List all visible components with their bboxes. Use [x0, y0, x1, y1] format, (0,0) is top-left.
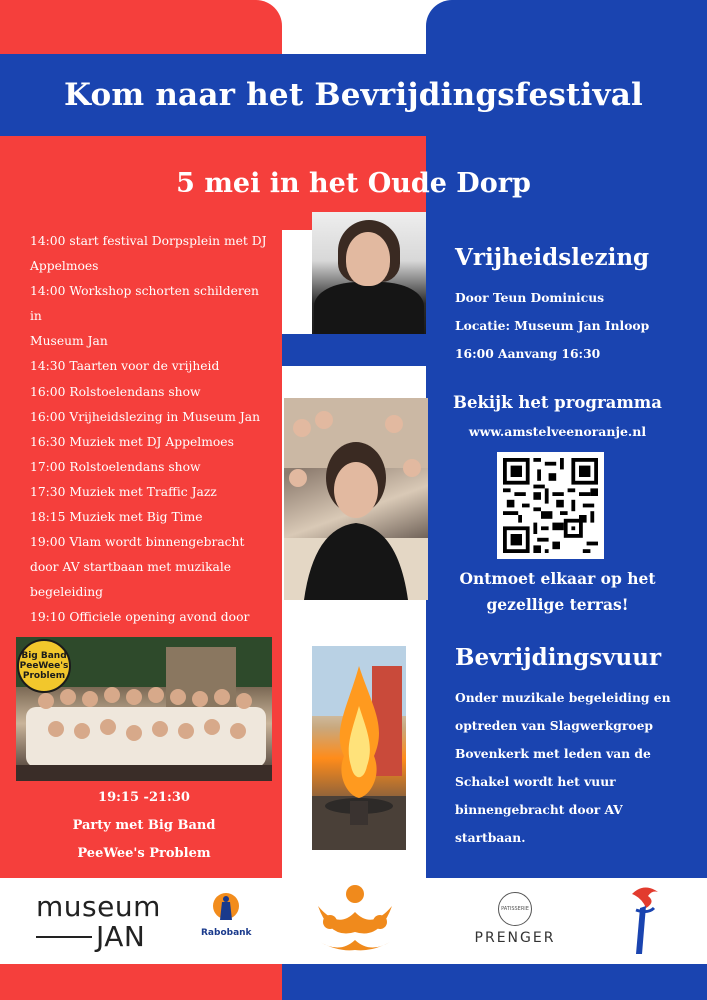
rabobank-emblem-icon: [211, 890, 241, 924]
fire-bowl-scene: [312, 646, 406, 850]
band-logo-text: Big Band PeeWee's Problem: [19, 651, 69, 681]
party-line-2: PeeWee's Problem: [77, 846, 211, 861]
schedule-line: 16:30 Muziek met DJ Appelmoes: [30, 434, 234, 449]
schedule-line: 17:30 Muziek met Traffic Jazz: [30, 484, 217, 499]
title-banner: [0, 54, 707, 136]
event-date-heading: 5 mei in het Oude Dorp: [176, 168, 531, 199]
fire-line: Onder muzikale begeleiding en: [455, 690, 671, 705]
orange-people-icon: [310, 882, 400, 954]
schedule-line: 14:30 Taarten voor de vrijheid: [30, 359, 220, 374]
schedule-line: 19:10 Officiele opening avond door: [30, 610, 250, 625]
lecture-time: 16:00 Aanvang 16:30: [455, 346, 601, 361]
schedule-line: 18:15 Muziek met Big Time: [30, 510, 203, 525]
bottom-blue-strip: [282, 964, 426, 1000]
schedule-line: Museum Jan: [30, 334, 108, 349]
lecture-location: Locatie: Museum Jan Inloop: [455, 318, 650, 333]
schedule-line: 16:00 Vrijheidslezing in Museum Jan: [30, 409, 261, 424]
party-time: 19:15 -21:30: [98, 790, 190, 805]
program-url[interactable]: www.amstelveenoranje.nl: [468, 424, 647, 439]
prenger-seal-text: PATISSERIE: [501, 906, 529, 912]
fire-line: binnengebracht door AV: [455, 802, 623, 817]
schedule-line: 14:00 start festival Dorpsplein met DJ: [30, 234, 267, 248]
speaker-portrait: [312, 212, 426, 334]
prenger-logo: [460, 892, 570, 946]
party-line-1: Party met Big Band: [72, 818, 216, 833]
center-blue-band: [282, 334, 426, 366]
fire-line: startbaan.: [455, 830, 526, 845]
workshop-scene: [284, 398, 428, 600]
schedule-line: door AV startbaan met muzikale: [30, 560, 232, 575]
workshop-collage: [284, 398, 428, 600]
torch-logo: [618, 884, 668, 958]
bottom-red-strip: [0, 964, 282, 1000]
museum-jan-logo-line1: museum: [36, 890, 161, 923]
schedule-line: 14:00 Workshop schorten schilderen in: [30, 284, 259, 324]
lecture-heading: Vrijheidslezing: [455, 244, 650, 271]
schedule-line: 16:00 Rolstoelendans show: [30, 384, 201, 399]
fire-heading: Bevrijdingsvuur: [455, 644, 662, 671]
terrace-line-2: gezellige terras!: [486, 595, 629, 614]
museum-jan-logo-line2: JAN: [96, 920, 146, 953]
schedule-list: [30, 229, 270, 656]
band-logo: [17, 639, 71, 693]
qr-code[interactable]: [497, 452, 604, 559]
rabobank-wordmark: Rabobank: [201, 928, 252, 938]
community-logo: [310, 882, 400, 954]
page-title: Kom naar het Bevrijdingsfestival: [63, 77, 643, 113]
museum-jan-logo: [36, 890, 166, 953]
schedule-line: begeleiding: [30, 585, 104, 600]
fire-line: Bovenkerk met leden van de: [455, 746, 651, 761]
rabobank-logo: [201, 890, 251, 938]
program-heading: Bekijk het programma: [453, 393, 662, 412]
liberation-torch-icon: [618, 884, 668, 958]
schedule-line: 17:00 Rolstoelendans show: [30, 459, 201, 474]
terrace-line-1: Ontmoet elkaar op het: [459, 569, 656, 588]
schedule-line: 19:00 Vlam wordt binnengebracht: [30, 535, 245, 550]
lecture-speaker: Door Teun Dominicus: [455, 290, 605, 305]
fire-line: optreden van Slagwerkgroep: [455, 718, 653, 733]
liberation-fire-photo: [312, 646, 406, 850]
qr-code-graphic: [503, 458, 598, 553]
schedule-line: Appelmoes: [30, 259, 99, 274]
fire-line: Schakel wordt het vuur: [455, 774, 616, 789]
prenger-wordmark: PRENGER: [474, 930, 556, 946]
